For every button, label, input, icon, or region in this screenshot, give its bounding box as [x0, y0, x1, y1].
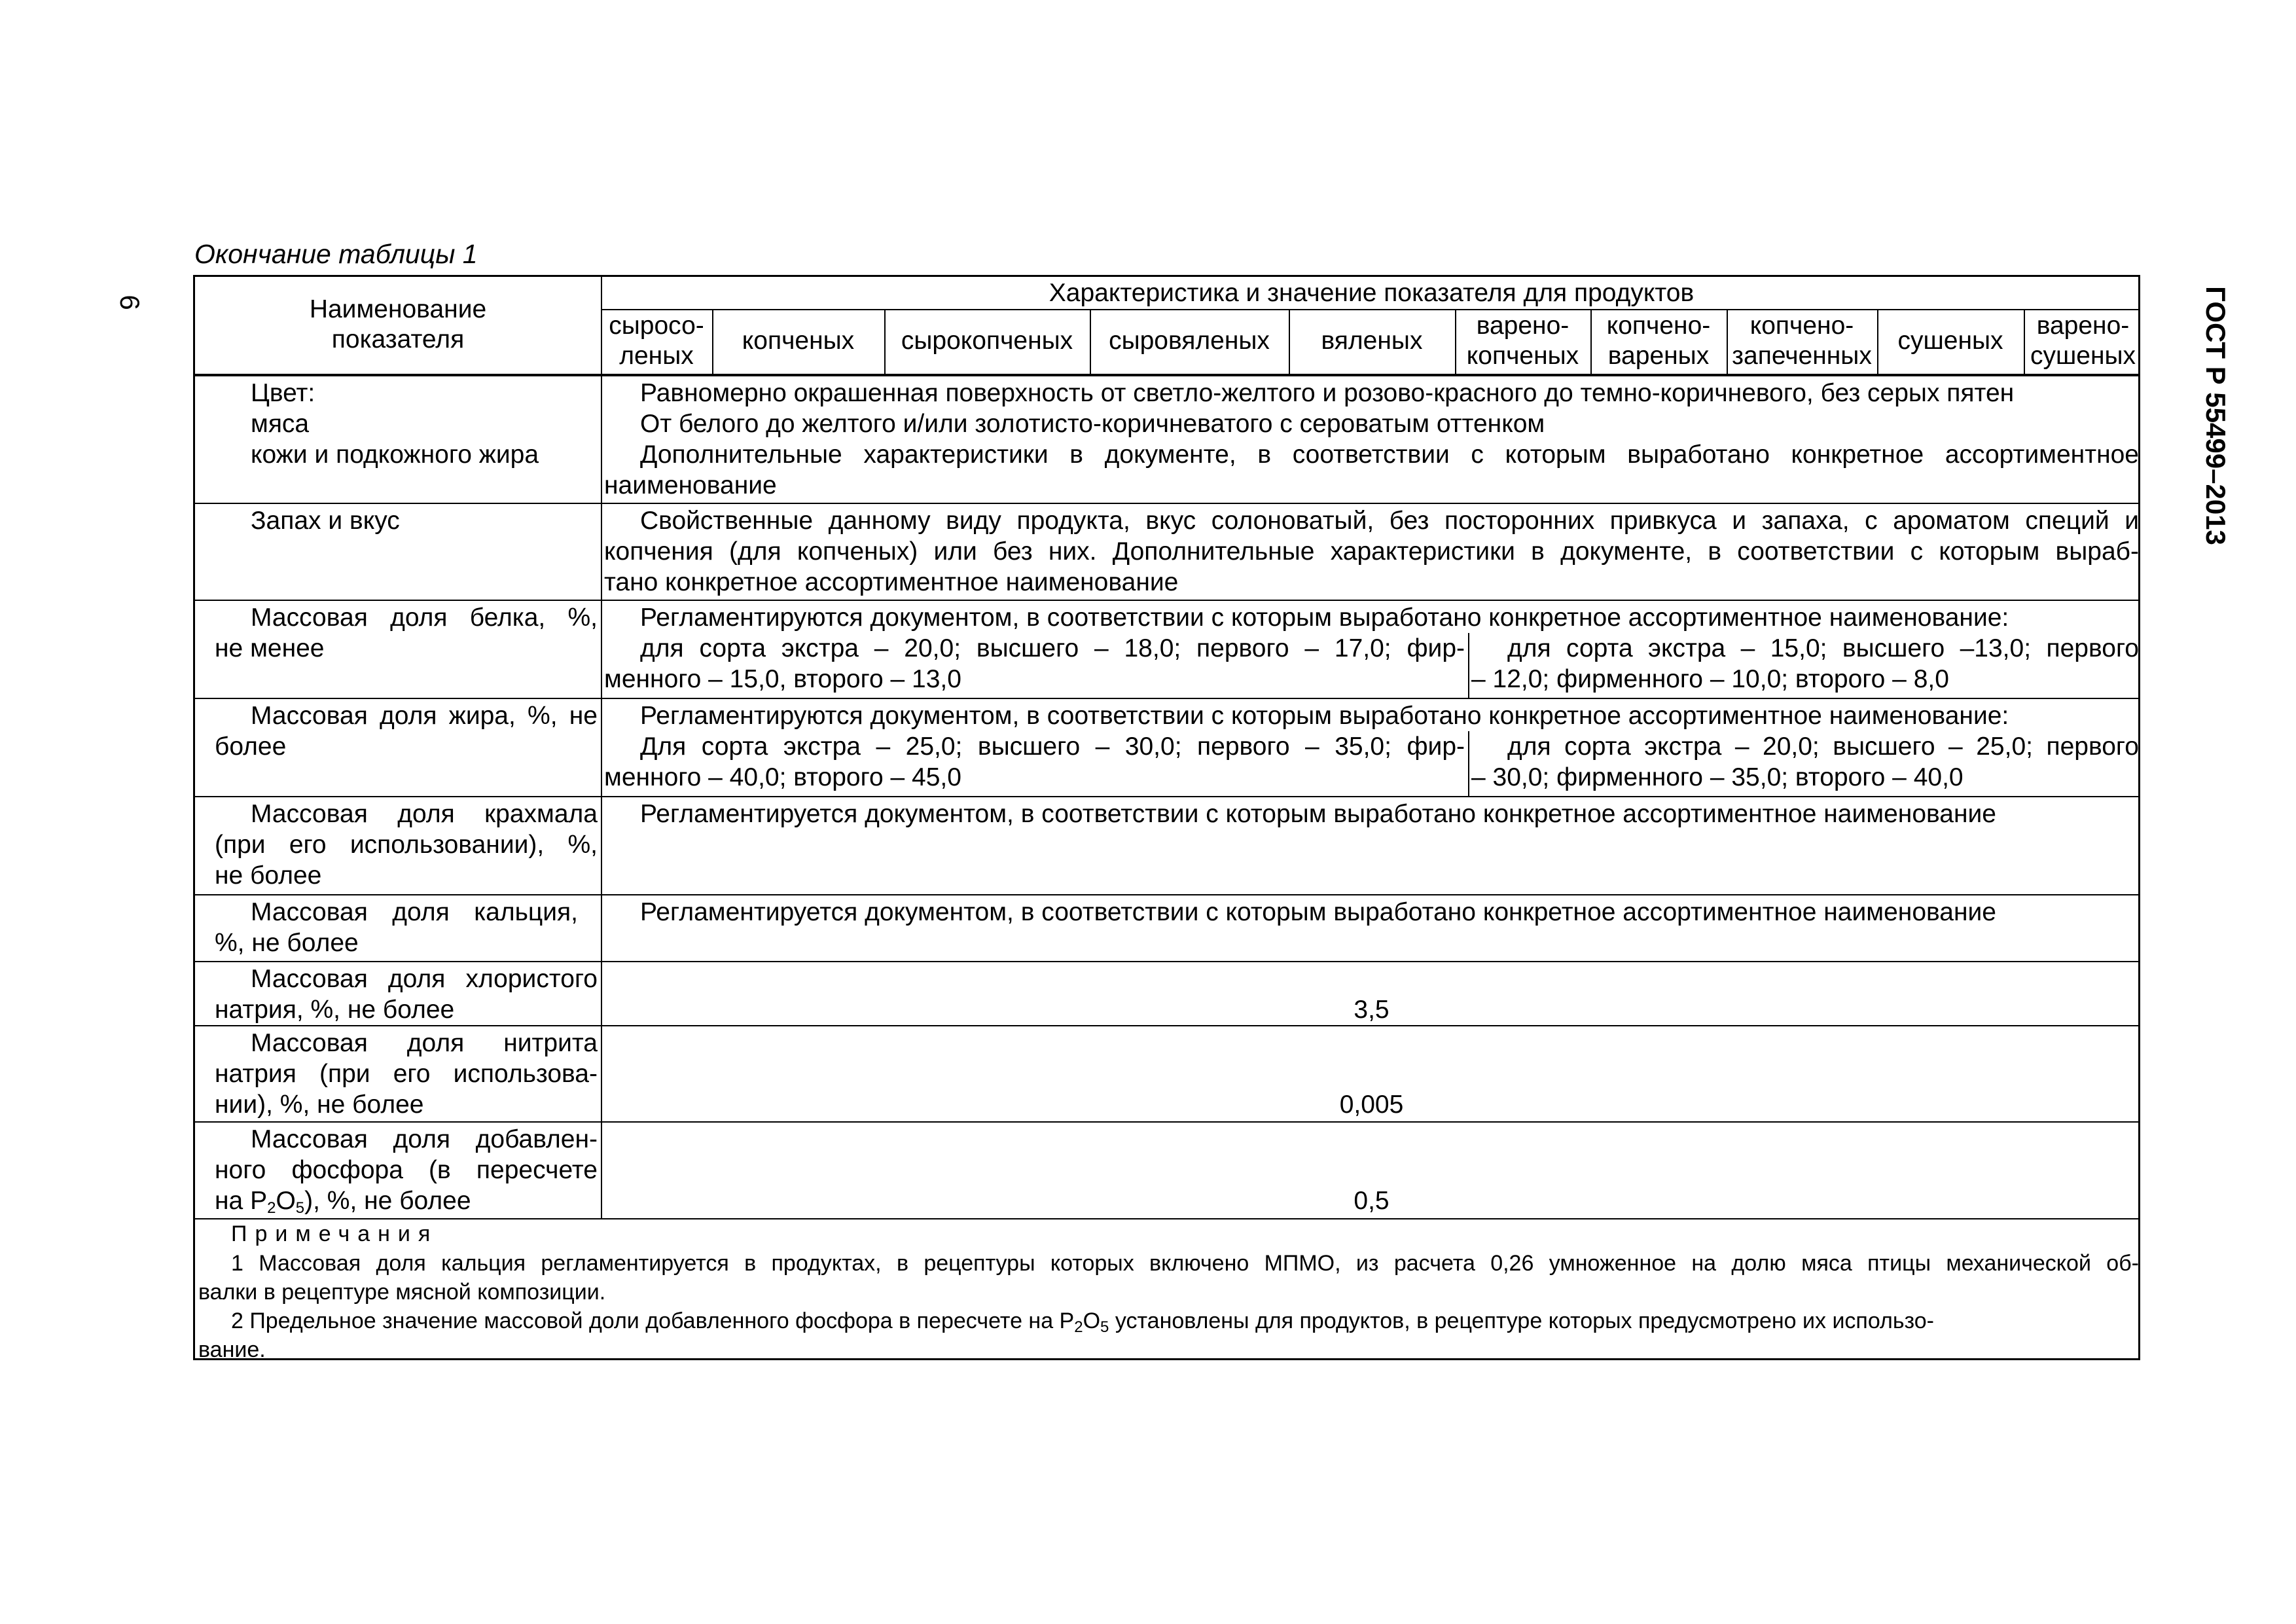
row-name: кожи и подкожного жира: [251, 441, 539, 469]
row-rule: [195, 698, 2138, 699]
row-name: нии), %, не более: [215, 1091, 424, 1119]
row-name: ного фосфора (в пересчете: [215, 1156, 598, 1184]
product-header: сыровяленых: [1109, 327, 1270, 355]
formula-subscript: 2: [267, 1199, 276, 1217]
formula-text: на P: [215, 1187, 268, 1215]
name-column-rule: [601, 277, 602, 1218]
row-value: Регламентируются документом, в соответствии с которым выработано конкретное ассортиментное наименование:: [640, 604, 2009, 632]
row-value: Регламентируется документом, в соответствии с которым выработано конкретное ассортиментное наименование: [640, 898, 1996, 926]
product-header: леных: [619, 342, 694, 370]
row-name: Массовая доля жира, %, не: [251, 702, 598, 730]
row-name: натрия, %, не более: [215, 996, 455, 1024]
row-name: Массовая доля хлористого: [251, 965, 598, 993]
row-value-left: менного – 15,0, второго – 13,0: [604, 665, 961, 693]
name-header-line: показателя: [331, 325, 465, 353]
row-rule: [195, 1025, 2138, 1026]
row-rule: [195, 503, 2138, 504]
row-value-left: менного – 40,0; второго – 45,0: [604, 763, 961, 791]
split-rule: [1468, 731, 1469, 796]
row-value: копчения (для копченых) или без них. Дополнительные характеристики в документе, в соответствии с которым выраб-: [604, 537, 2139, 566]
product-header: копченых: [1466, 342, 1579, 370]
note-text: установлены для продуктов, в рецептуре которых предусмотрено их использо-: [1109, 1308, 1934, 1333]
row-rule: [195, 600, 2138, 601]
row-value-right: для сорта экстра – 20,0; высшего – 25,0; первого: [1507, 732, 2139, 761]
row-value-right: для сорта экстра – 15,0; высшего –13,0; первого: [1507, 634, 2139, 662]
row-name: (при его использовании), %,: [215, 831, 598, 859]
name-header-line: Наименование: [309, 295, 487, 323]
table-caption: Окончание таблицы 1: [194, 239, 478, 269]
row-value: Свойственные данному виду продукта, вкус солоноватый, без посторонних привкуса и запаха, с ароматом специй и: [640, 507, 2139, 535]
row-rule: [195, 961, 2138, 962]
row-name: натрия (при его использова-: [215, 1060, 598, 1088]
row-name: Запах и вкус: [251, 507, 400, 535]
product-header: вареных: [1607, 342, 1710, 370]
product-header: сыросо-: [609, 312, 704, 340]
row-value-left: для сорта экстра – 20,0; высшего – 18,0; первого – 17,0; фир-: [640, 634, 1465, 662]
product-header: копченых: [742, 327, 855, 355]
row-value-right: – 30,0; фирменного – 35,0; второго – 40,0: [1471, 763, 1964, 791]
product-header: вяленых: [1321, 327, 1423, 355]
product-header: сушеных: [2030, 342, 2136, 370]
row-rule: [195, 796, 2138, 797]
page-number: 6: [115, 295, 145, 310]
row-name: не более: [215, 861, 322, 890]
notes-title: Примечания: [231, 1221, 439, 1246]
row-rule: [195, 1121, 2138, 1123]
formula-subscript: 2: [1074, 1318, 1083, 1336]
indicators-table: [193, 275, 2140, 1360]
notes-rule: [195, 1218, 2138, 1219]
products-group-header: Характеристика и значение показателя для продуктов: [1049, 279, 1695, 307]
row-rule: [195, 894, 2138, 895]
header-bottom-rule: [195, 374, 2138, 376]
product-header: сушеных: [1897, 327, 2003, 355]
note-line: [231, 1307, 1934, 1342]
product-header: варено-: [1476, 312, 1570, 340]
standard-code: ГОСТ Р 55499–2013: [2200, 286, 2231, 545]
header-rule: [601, 309, 2138, 310]
row-value: наименование: [604, 471, 777, 499]
product-header: сырокопченых: [901, 327, 1073, 355]
row-value: тано конкретное ассортиментное наименование: [604, 568, 1179, 596]
product-header: запеченных: [1732, 342, 1872, 370]
row-name: Массовая доля кальция,: [251, 898, 578, 926]
row-value-left: Для сорта экстра – 25,0; высшего – 30,0; первого – 35,0; фир-: [640, 732, 1465, 761]
formula-text: ), %, не более: [304, 1187, 471, 1215]
formula-subscript: 5: [1100, 1318, 1109, 1336]
row-value: 0,5: [1354, 1187, 1390, 1215]
formula-subscript: 5: [295, 1199, 305, 1217]
row-value: Регламентируется документом, в соответствии с которым выработано конкретное ассортиментное наименование: [640, 800, 1996, 828]
row-name: не менее: [215, 634, 325, 662]
row-name: более: [215, 732, 287, 761]
row-name: Массовая доля нитрита: [251, 1029, 598, 1057]
formula-text: O: [276, 1187, 296, 1215]
row-value: Дополнительные характеристики в документе, в соответствии с которым выработано конкретное ассортиментное: [640, 441, 2139, 469]
note-line: валки в рецептуре мясной композиции.: [198, 1280, 606, 1305]
row-value-right: – 12,0; фирменного – 10,0; второго – 8,0: [1471, 665, 1949, 693]
row-value: 3,5: [1354, 996, 1390, 1024]
row-name: %, не более: [215, 929, 359, 957]
note-line: 1 Массовая доля кальция регламентируется в продуктах, в рецептуры которых включено МПМО, из расчета 0,26 умноженное на долю мяса птицы механической об-: [231, 1251, 2139, 1276]
split-rule: [1468, 633, 1469, 698]
row-name: Массовая доля добавлен-: [251, 1125, 598, 1153]
row-value: От белого до желтого и/или золотисто-коричневатого с сероватым оттенком: [640, 410, 1545, 438]
product-header: варено-: [2036, 312, 2130, 340]
note-text: 2 Предельное значение массовой доли добавленного фосфора в пересчете на P: [231, 1308, 1075, 1333]
row-name: мяса: [251, 410, 310, 438]
row-name: Цвет:: [251, 379, 315, 407]
row-name: Массовая доля белка, %,: [251, 604, 598, 632]
row-name: Массовая доля крахмала: [251, 800, 598, 828]
row-value: Регламентируются документом, в соответствии с которым выработано конкретное ассортиментное наименование:: [640, 702, 2009, 730]
row-value: 0,005: [1339, 1091, 1404, 1119]
row-name: [215, 1186, 471, 1223]
note-line: вание.: [198, 1337, 266, 1362]
product-header: копчено-: [1749, 312, 1854, 340]
row-value: Равномерно окрашенная поверхность от светло-желтого и розово-красного до темно-коричневого, без серых пятен: [640, 379, 2015, 407]
note-text: O: [1083, 1308, 1101, 1333]
product-header: копчено-: [1606, 312, 1711, 340]
